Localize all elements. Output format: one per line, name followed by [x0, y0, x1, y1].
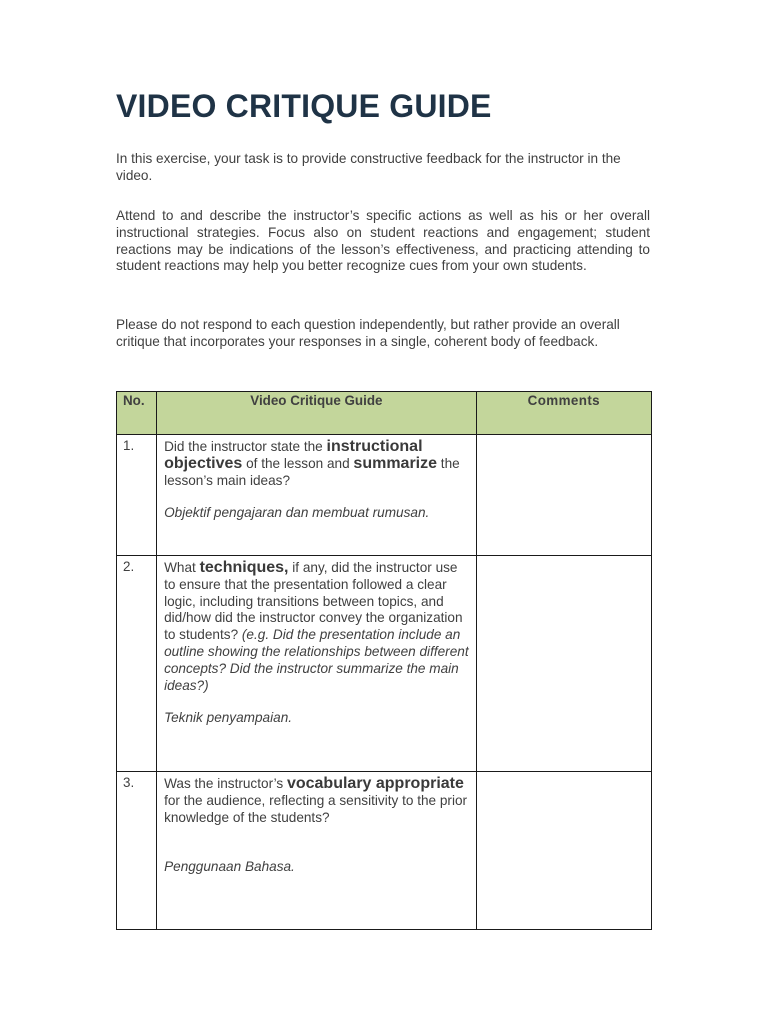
- question-cell: [157, 556, 477, 772]
- comment-cell[interactable]: [476, 772, 651, 930]
- row-number: 2.: [117, 556, 157, 772]
- intro-paragraph: In this exercise, your task is to provide constructive feedback for the instructor in the video.: [116, 151, 621, 183]
- question-text: of the lesson and: [242, 455, 354, 471]
- malay-translation: Objektif pengajaran dan membuat rumusan.: [164, 505, 430, 521]
- comment-cell[interactable]: [476, 435, 651, 556]
- question-text: the lesson’s main ideas?: [164, 455, 460, 488]
- header-no: No.: [117, 392, 157, 435]
- question-example: (e.g. Did the presentation include an outline showing the relationships between different concepts? Did the instructor summarize the main ideas?): [164, 627, 469, 693]
- question-text: Was the instructor’s: [164, 776, 287, 791]
- table-row: [117, 556, 652, 772]
- question-cell: [157, 772, 477, 930]
- critique-note-paragraph: Please do not respond to each question independently, but rather provide an overall critique that incorporates your responses in a single, coherent body of feedback.: [116, 317, 620, 349]
- question-text: Did the instructor state the: [164, 439, 327, 454]
- header-video-critique-guide: Video Critique Guide: [157, 392, 477, 435]
- critique-table: [116, 391, 652, 930]
- question-text: for the audience, reflecting a sensitivity to the prior knowledge of the students?: [164, 792, 468, 825]
- question-keyword: vocabulary appropriate: [286, 775, 464, 792]
- question-keyword: instructional objectives: [164, 438, 423, 472]
- table-header-row: [117, 392, 652, 435]
- comment-cell[interactable]: [476, 556, 651, 772]
- row-number: 3.: [117, 772, 157, 930]
- malay-translation: Penggunaan Bahasa.: [164, 859, 295, 875]
- question-text: What: [164, 560, 200, 575]
- question-text: if any, did the instructor use to ensure that the presentation followed a clear logic, including transitions between topics, and did/how did the instructor convey the organization to students?: [164, 560, 463, 643]
- row-number: 1.: [117, 435, 157, 556]
- question-keyword: techniques,: [199, 559, 289, 576]
- instructions-paragraph: Attend to and describe the instructor’s specific actions as well as his or her overall instructional strategies. Focus also on student reactions and engagement; student reactions may be indications of the lesson’s effectiveness, and practicing attending to student reactions may help you better recognize cues from your own students.: [116, 208, 650, 274]
- question-keyword: summarize: [353, 454, 438, 472]
- malay-translation: Teknik penyampaian.: [164, 710, 293, 726]
- question-cell: [157, 435, 477, 556]
- page-title: VIDEO CRITIQUE GUIDE: [116, 88, 492, 124]
- header-comments: Comments: [476, 392, 651, 435]
- table-row: [117, 435, 652, 556]
- table-row: [117, 772, 652, 930]
